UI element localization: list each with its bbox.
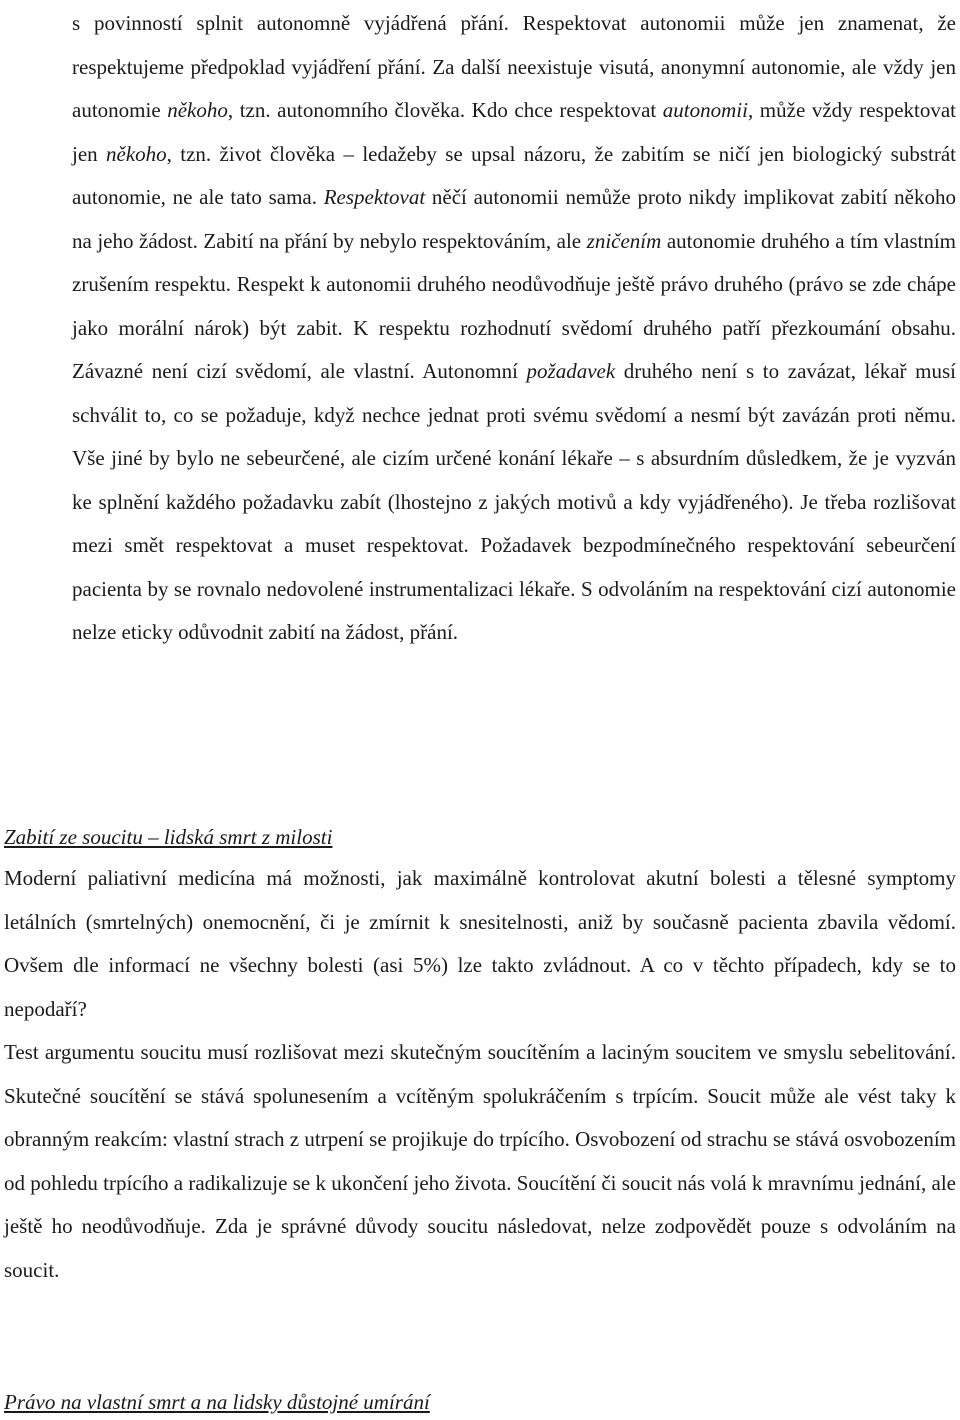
paragraph-palliative-medicine: Moderní paliativní medicína má možnosti, jak maximálně kontrolovat akutní bolesti a tělesné symptomy letálních (smrtelných) onemocnění, či je zmírnit k snesitelnosti, aniž by současně pacienta zbavila vědomí. Ovšem dle informací ne všechny bolesti (asi 5%) lze takto zvládnout. A co v těchto případech, kdy se to nepodaří?: [4, 866, 956, 1021]
emphasis-text: Respektovat: [323, 185, 426, 209]
emphasis-text: zničením: [586, 228, 662, 253]
text-run: autonomie druhého a tím vlastním zrušením respektu. Respekt k autonomii druhého neodůvodňuje ještě právo druhého (právo se zde chápe jako morální nárok) být zabit. K respektu rozhodnutí svědomí druhého patří přezkoumání obsahu. Závazné není cizí svědomí, ale vlastní. Autonomní: [72, 228, 956, 383]
section-mercy-killing-body: [4, 857, 956, 1292]
text-run: něčí autonomii nemůže proto nikdy implikovat zabití někoho na jeho žádost. Zabití na přání by nebylo respektováním, ale: [72, 185, 956, 253]
text-run: , tzn. autonomního člověka. Kdo chce respektovat: [227, 98, 663, 122]
section-heading-mercy-killing: Zabití ze soucitu – lidská smrt z milosti: [4, 825, 333, 849]
text-run: , může vždy respektovat jen: [72, 98, 957, 166]
paragraph-autonomy-text: [72, 2, 956, 655]
paragraph-autonomy: [72, 2, 956, 655]
paragraph-compassion-test: Test argumentu soucitu musí rozlišovat mezi skutečným soucítěním a laciným soucitem ve smyslu sebelitování. Skutečné soucítění se stává spolunesením a vcítěným spolukráčením s trpícím. Soucit může ale vést taky k obranným reakcím: vlastní strach z utrpení se projikuje do trpícího. Osvobození od strachu se stává osvobozením od pohledu trpícího a radikalizuje se k ukončení jeho života. Soucítění či soucit nás volá k mravnímu jednání, ale ještě ho neodůvodňuje. Zda je správné důvody soucitu následovat, nelze zodpovědět pouze s odvoláním na soucit.: [4, 1040, 956, 1282]
emphasis-text: někoho: [167, 98, 228, 122]
section-heading-right-to-death: Právo na vlastní smrt a na lidsky důstojné umírání: [4, 1390, 430, 1414]
text-run: , tzn. život člověka – ledažeby se upsal názoru, že zabitím se ničí jen biologický substrát autonomie, ne ale tato sama.: [72, 141, 956, 209]
text-run: s povinností splnit autonomně vyjádřená přání. Respektovat autonomii může jen znamenat, že respektujeme předpoklad vyjádření přání. Za další neexistuje visutá, anonymní autonomie, ale vždy jen autonomie: [72, 11, 956, 122]
emphasis-text: požadavek: [526, 359, 616, 383]
text-run: druhého není s to zavázat, lékař musí schválit to, co se požaduje, když nechce jednat proti svému svědomí a nesmí být zavázán proti němu. Vše jiné by bylo ne sebeurčené, ale cizím určené konání lékaře – s absurdním důsledkem, že je vyzván ke splnění každého požadavku zabít (lhostejno z jakých motivů a kdy vyjádřeného). Je třeba rozlišovat mezi smět respektovat a muset respektovat. Požadavek bezpodmínečného respektování sebeurčení pacienta by se rovnalo nedovolené instrumentalizaci lékaře. S odvoláním na respektování cizí autonomie nelze eticky odůvodnit zabití na žádost, přání.: [72, 359, 956, 644]
emphasis-text: autonomii: [662, 98, 748, 122]
emphasis-text: někoho: [106, 141, 167, 166]
